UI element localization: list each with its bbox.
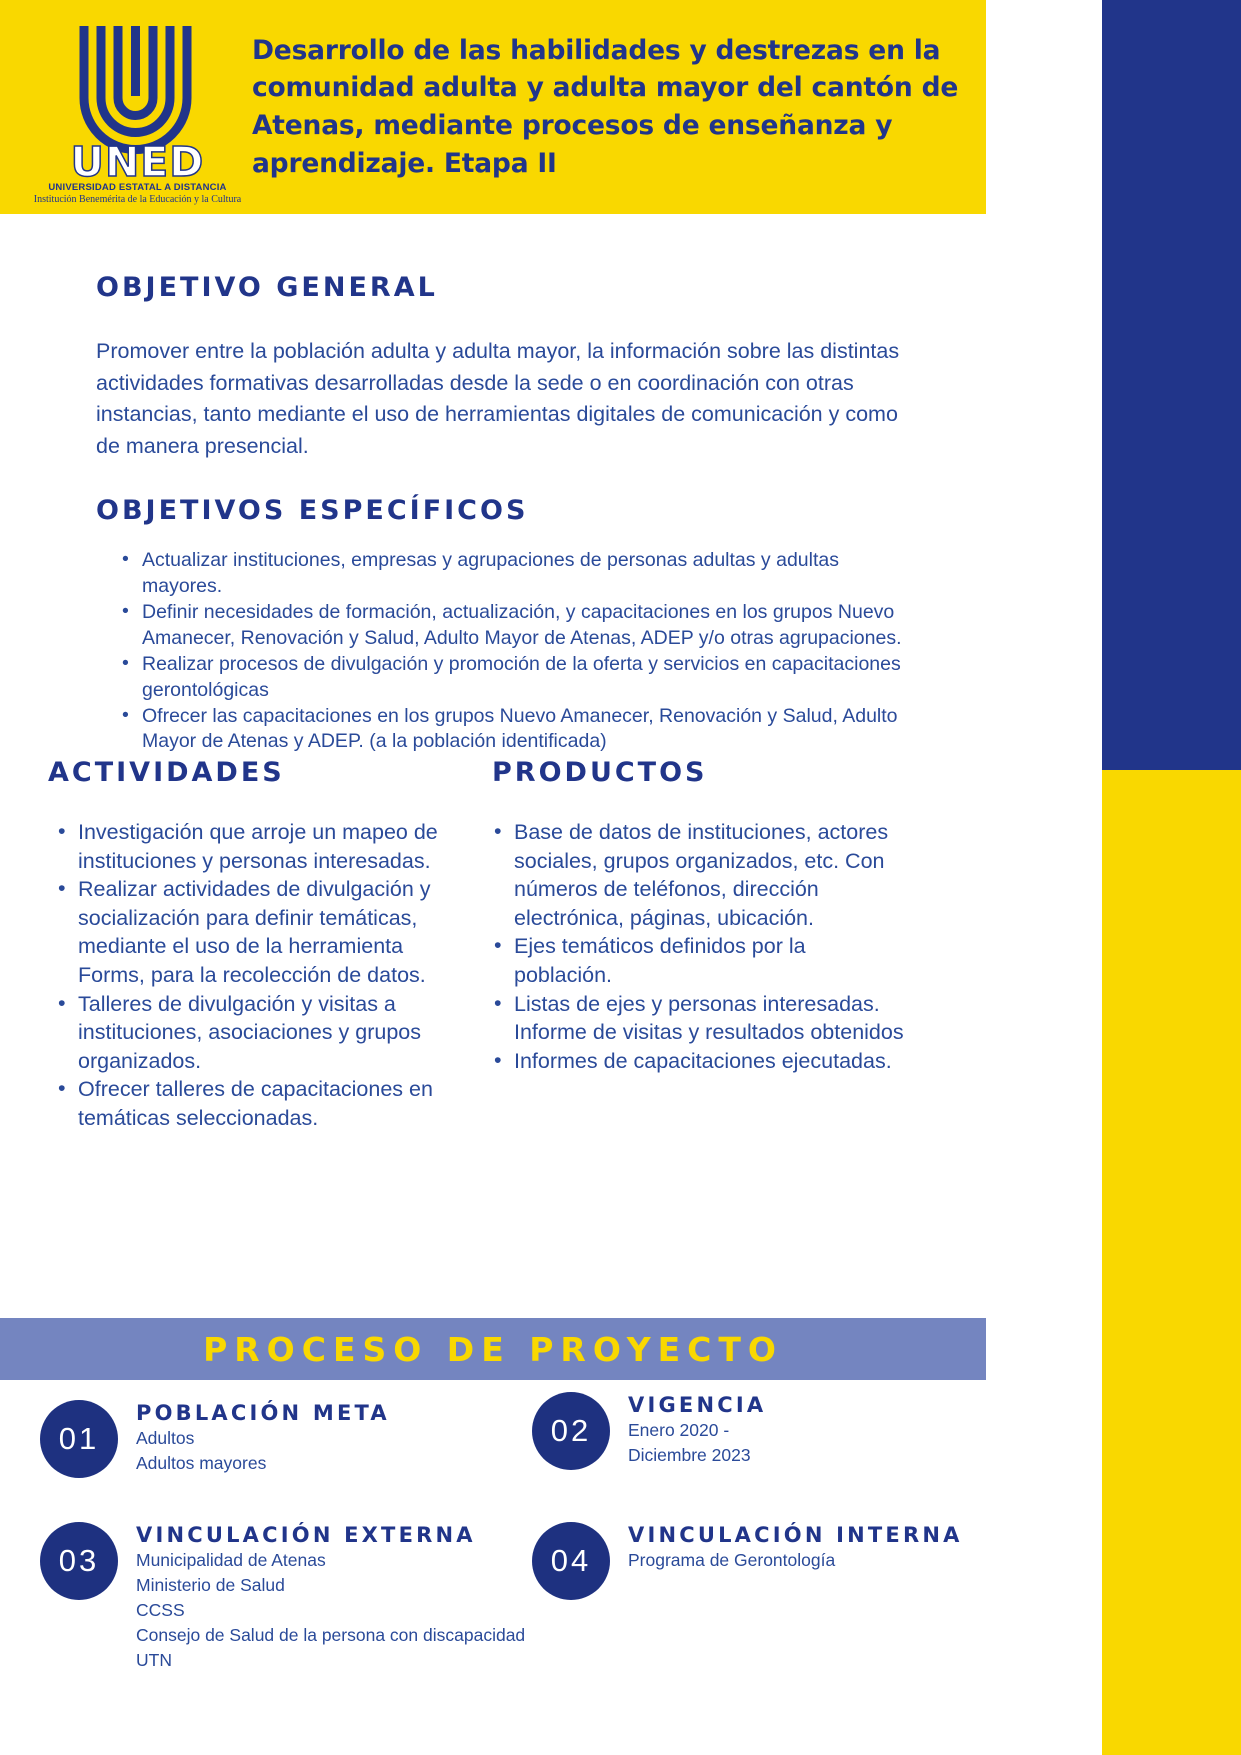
list-item: • Actualizar instituciones, empresas y agrupaciones de personas adultas y adultas mayores. (116, 548, 906, 600)
list-item: • Definir necesidades de formación, actualización, y capacitaciones en los grupos Nuevo Amanecer, Renovación y Salud, Adulto Mayor de Atenas, ADEP y/o otras agrupaciones. (116, 600, 906, 652)
proceso-item-04 (532, 1522, 963, 1600)
proceso-item-line: Ministerio de Salud (136, 1575, 285, 1596)
list-item: • Talleres de divulgación y visitas a instituciones, asociaciones y grupos organizados. (52, 990, 462, 1076)
poster-header (0, 0, 1102, 214)
list-item-extra-line: Informe de visitas y resultados obtenidos (514, 1020, 904, 1045)
uned-logo-mark (78, 18, 193, 158)
objetivos-especificos-list (116, 548, 906, 755)
proceso-number-badge: 03 (40, 1522, 118, 1600)
proceso-item-body (136, 1400, 390, 1476)
right-edge-yellow-bar (1102, 770, 1241, 1755)
proceso-number-badge: 01 (40, 1400, 118, 1478)
list-item-text: Listas de ejes y personas interesadas. (514, 991, 880, 1016)
proceso-item-line: Adultos (136, 1428, 195, 1449)
proceso-item-title: VIGENCIA (628, 1393, 767, 1417)
proceso-item-02 (532, 1392, 766, 1470)
proceso-item-line: Programa de Gerontología (628, 1550, 836, 1571)
list-item: • Ofrecer las capacitaciones en los grupos Nuevo Amanecer, Renovación y Salud, Adulto Mayor de Atenas y ADEP. (a la población identificada) (116, 704, 906, 756)
right-edge-navy-bar (1102, 0, 1241, 770)
heading-objetivos-especificos: OBJETIVOS ESPECÍFICOS (96, 495, 529, 526)
list-item: • Base de datos de instituciones, actores sociales, grupos organizados, etc. Con números de teléfonos, dirección electrónica, páginas, ubicación. (488, 818, 908, 932)
list-item (488, 990, 908, 1047)
poster-title: Desarrollo de las habilidades y destrezas en la comunidad adulta y adulta mayor del cantón de Atenas, mediante procesos de enseñanza y aprendizaje. Etapa II (252, 34, 959, 179)
uned-wordmark: UNED (70, 138, 205, 186)
proceso-item-body (628, 1522, 963, 1573)
proceso-item-body (628, 1392, 766, 1468)
proceso-number-badge: 02 (532, 1392, 610, 1470)
productos-list (488, 818, 908, 1075)
proceso-item-line: Consejo de Salud de la persona con discapacidad (136, 1624, 526, 1645)
proceso-de-proyecto-banner (0, 1318, 986, 1380)
list-item: • Informes de capacitaciones ejecutadas. (488, 1047, 908, 1076)
proceso-item-line: Diciembre 2023 (628, 1445, 751, 1466)
objetivo-general-text: Promover entre la población adulta y adulta mayor, la información sobre las distintas actividades formativas desarrolladas desde la sede o en coordinación con otras instancias, tanto mediante el uso de herramientas digitales de comunicación y como de manera presencial. (96, 339, 900, 458)
uned-logo-subtitle-1: UNIVERSIDAD ESTATAL A DISTANCIA (48, 182, 227, 193)
list-item: • Ofrecer talleres de capacitaciones en temáticas seleccionadas. (52, 1075, 462, 1132)
actividades-list (52, 818, 462, 1133)
list-item: • Ejes temáticos definidos por la población. (488, 932, 908, 989)
heading-objetivo-general: OBJETIVO GENERAL (96, 272, 438, 303)
proceso-item-title: VINCULACIÓN INTERNA (628, 1523, 963, 1547)
uned-logo (0, 0, 252, 214)
proceso-item-line: Enero 2020 - (628, 1420, 730, 1441)
heading-actividades: ACTIVIDADES (48, 757, 285, 788)
heading-productos: PRODUCTOS (492, 757, 708, 788)
proceso-item-01 (40, 1400, 390, 1478)
proceso-item-body (136, 1522, 525, 1672)
list-item: • Realizar procesos de divulgación y promoción de la oferta y servicios en capacitaciones gerontológicas (116, 652, 906, 704)
proceso-item-title: VINCULACIÓN EXTERNA (136, 1523, 476, 1547)
proceso-item-line: UTN (136, 1649, 172, 1670)
list-item: • Investigación que arroje un mapeo de instituciones y personas interesadas. (52, 818, 462, 875)
uned-logo-subtitle-2: Institución Benemérita de la Educación y la Cultura (33, 194, 242, 205)
proceso-item-title: POBLACIÓN META (136, 1401, 390, 1425)
proceso-item-03 (40, 1522, 525, 1672)
proceso-item-line: Adultos mayores (136, 1453, 267, 1474)
banner-label: PROCESO DE PROYECTO (203, 1329, 783, 1369)
proceso-number-badge: 04 (532, 1522, 610, 1600)
proceso-item-line: CCSS (136, 1599, 185, 1620)
proceso-item-line: Municipalidad de Atenas (136, 1550, 326, 1571)
right-margin-spacer (986, 0, 1102, 1755)
list-item: • Realizar actividades de divulgación y socialización para definir temáticas, mediante el uso de la herramienta Forms, para la recolección de datos. (52, 875, 462, 989)
